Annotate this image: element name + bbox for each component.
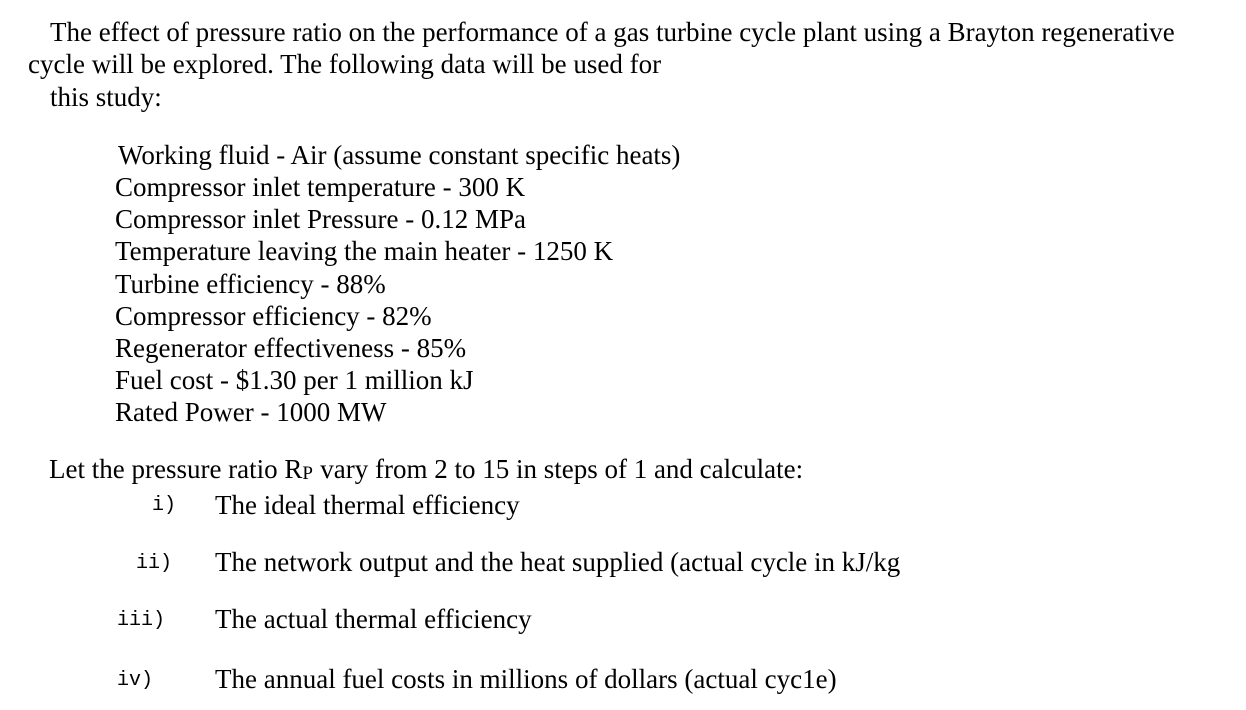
intro-line-1: The effect of pressure ratio on the performance of a gas turbine cycle plant using a Brayton regenerative: [50, 17, 1175, 47]
task-text: The annual fuel costs in millions of dollars (actual cyc1e): [215, 664, 837, 694]
pressure-ratio-subscript: P: [302, 463, 314, 484]
task-numeral: iii): [117, 609, 166, 632]
intro-line-2: cycle will be explored. The following data will be used for: [28, 49, 662, 79]
data-item-rated-power: Rated Power - 1000 MW: [115, 397, 387, 427]
data-item-turbine-efficiency: Turbine efficiency - 88%: [115, 269, 386, 299]
data-item-fuel-cost: Fuel cost - $1.30 per 1 million kJ: [115, 365, 474, 395]
data-item-regenerator-effectiveness: Regenerator effectiveness - 85%: [115, 333, 467, 363]
task-intro-before: Let the pressure ratio R: [49, 454, 303, 484]
task-text: The actual thermal efficiency: [215, 604, 532, 634]
task-text: The network output and the heat supplied (actual cycle in kJ/kg: [215, 547, 901, 577]
task-numeral: i): [152, 494, 177, 517]
data-item-compressor-inlet-temperature: Compressor inlet temperature - 300 K: [115, 172, 526, 202]
task-numeral: ii): [136, 552, 173, 575]
data-item-compressor-inlet-pressure: Compressor inlet Pressure - 0.12 MPa: [115, 204, 526, 234]
data-item-working-fluid: Working fluid - Air (assume constant specific heats): [118, 140, 681, 170]
task-numeral: iv): [117, 669, 154, 692]
intro-line-3: this study:: [50, 82, 162, 112]
data-item-compressor-efficiency: Compressor efficiency - 82%: [115, 301, 432, 331]
task-intro: [49, 453, 803, 489]
task-intro-after: vary from 2 to 15 in steps of 1 and calculate:: [313, 454, 804, 484]
data-item-heater-exit-temperature: Temperature leaving the main heater - 1250 K: [115, 236, 614, 266]
task-text: The ideal thermal efficiency: [215, 490, 520, 520]
